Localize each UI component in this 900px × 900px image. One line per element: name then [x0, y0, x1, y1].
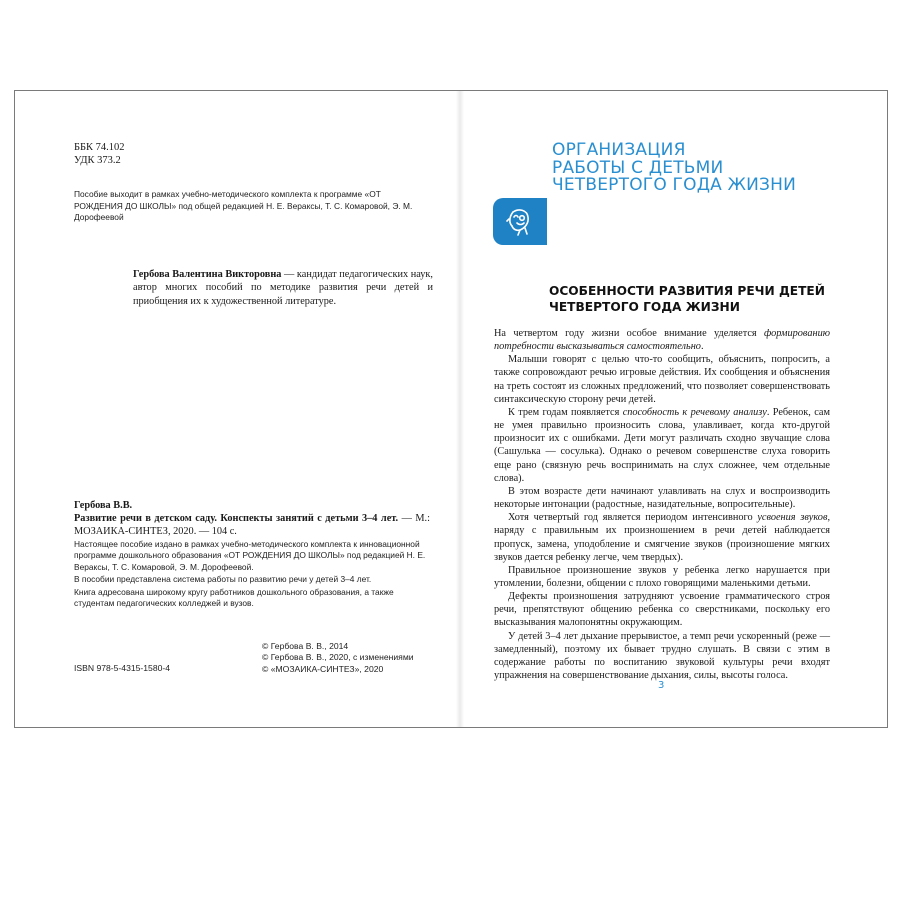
udk-code: УДК 373.2 — [74, 155, 121, 166]
annotation — [74, 539, 432, 610]
biblio-title: Развитие речи в детском саду. Конспекты занятий с детьми 3–4 лет. — [74, 513, 399, 525]
chapter-title-line: РАБОТЫ С ДЕТЬМИ — [552, 157, 724, 178]
paragraph-text: В этом возрасте дети начинают улавливать на слух и воспроизводить некоторые интонации (радостные, назидательные, вопросительные). — [494, 485, 830, 511]
paragraph-text: . Ребенок, сам не умея правильно произносить слова, улавливает, когда кто-другой произносит их с ошибками. Дети могут различать сходно звучащие слова (Сашулька — сосулька). Однако о речевом совершенстве слуха говорить еще рано (связную речь воспринимать на слух сложнее, чем отдельные слова). — [494, 406, 830, 484]
isbn: ISBN 978-5-4315-1580-4 — [74, 663, 171, 673]
author-description: — кандидат педагогических наук, автор многих пособий по методике развития речи детей и приобщения их к художественной литературе. — [133, 269, 433, 307]
paragraph — [494, 630, 830, 683]
paragraph-text: , наряду с правильным их произношением в речи детей наблюдается пропуск, замена, уподобление и смягчение звуков (произношение мягких звуков дается ребенку легче, чем твердых). — [494, 512, 831, 563]
bbk-code: ББК 74.102 — [74, 142, 125, 153]
book-spread — [14, 90, 888, 728]
section-title-line: ЧЕТВЕРТОГО ГОДА ЖИЗНИ — [549, 299, 740, 314]
paragraph — [494, 564, 830, 590]
author-bio — [133, 268, 433, 308]
author-name: Гербова Валентина Викторовна — [133, 269, 282, 280]
right-page — [464, 91, 887, 727]
chapter-title — [552, 142, 796, 195]
copyright-line: © Гербова В. В., 2020, с изменениями — [262, 652, 414, 663]
bibliographic-record — [74, 499, 430, 539]
paragraph-text: Правильное произношение звуков у ребенка легко нарушается при утомлении, болезни, общении с плохо говорящими маленькими детьми. — [494, 564, 830, 589]
paragraph — [494, 353, 830, 406]
paragraph-text: У детей 3–4 лет дыхание прерывистое, а темп речи ускоренный (реже — замедленный), поэтому их бывает трудно слушать. В связи с этим в содержание работы по воспитанию звуковой культуры речи входят упражнения на совершенствование дыхания, силы, высоты голоса. — [494, 630, 830, 682]
page-number: 3 — [658, 680, 665, 691]
paragraph — [494, 327, 830, 353]
annotation-paragraph: Настоящее пособие издано в рамках учебно-методического комплекта к инновационной программе дошкольного образования «ОТ РОЖДЕНИЯ ДО ШКОЛЫ» под редакцией Н. Е. Вераксы, Т. С. Комаровой, Э. М. Дорофеевой. — [74, 539, 426, 572]
section-title-line: ОСОБЕННОСТИ РАЗВИТИЯ РЕЧИ ДЕТЕЙ — [549, 284, 825, 298]
chapter-title-line: ЧЕТВЕРТОГО ГОДА ЖИЗНИ — [552, 175, 797, 195]
paragraph — [494, 485, 830, 511]
copyright-block — [262, 641, 414, 675]
copyright-line: © Гербова В. В., 2014 — [262, 641, 349, 651]
section-title — [549, 284, 825, 315]
paragraph — [494, 406, 830, 485]
body-text — [494, 327, 830, 682]
paragraph-text: Хотя четвертый год является периодом интенсивного — [508, 512, 758, 524]
paragraph-emphasis: формированию потребности высказываться самостоятельно — [494, 328, 830, 353]
annotation-paragraph: Книга адресована широкому кругу работников дошкольного образования, а также студентам педагогических колледжей и вузов. — [74, 586, 394, 609]
paragraph-emphasis: способность к речевому анализу — [622, 406, 767, 418]
left-page — [15, 91, 456, 727]
paragraph-text: К трем годам появляется — [508, 406, 623, 418]
chapter-badge — [493, 198, 547, 245]
paragraph — [494, 590, 830, 629]
annotation-paragraph: В пособии представлена система работы по развитию речи у детей 3–4 лет. — [74, 574, 372, 585]
chapter-title-line: ОРГАНИЗАЦИЯ — [552, 140, 686, 160]
biblio-author: Гербова В.В. — [74, 500, 133, 511]
classification-codes — [74, 141, 125, 167]
paragraph-text: . — [700, 341, 704, 353]
biblio-imprint: — М.: МОЗАИКА-СИНТЕЗ, 2020. — 104 с. — [74, 513, 430, 538]
program-note: Пособие выходит в рамках учебно-методического комплекта к программе «ОТ РОЖДЕНИЯ ДО ШКОЛЫ» под общей редакцией Н. Е. Вераксы, Т. С. Комаровой, Э. М. Дорофеевой — [74, 189, 413, 222]
book-gutter — [456, 91, 464, 727]
child-head-icon — [505, 206, 535, 238]
paragraph-text: Дефекты произношения затрудняют усвоение грамматического строя речи, препятствуют общению ребенка со сверстниками, поскольку его высказывания малопонятны окружающим. — [494, 591, 830, 629]
copyright-line: © «МОЗАИКА-СИНТЕЗ», 2020 — [262, 663, 384, 674]
paragraph-emphasis: усвоения звуков — [757, 512, 828, 524]
paragraph-text: На четвертом году жизни особое внимание уделяется — [494, 328, 764, 339]
paragraph-text: Малыши говорят с целью что-то сообщить, объяснить, попросить, а также сопровождают речью игровые действия. Их сообщения и объяснения на треть состоят из сложных предложений, что позволяет совершенствовать синтаксическую сторону речи детей. — [494, 354, 830, 405]
paragraph — [494, 511, 830, 564]
